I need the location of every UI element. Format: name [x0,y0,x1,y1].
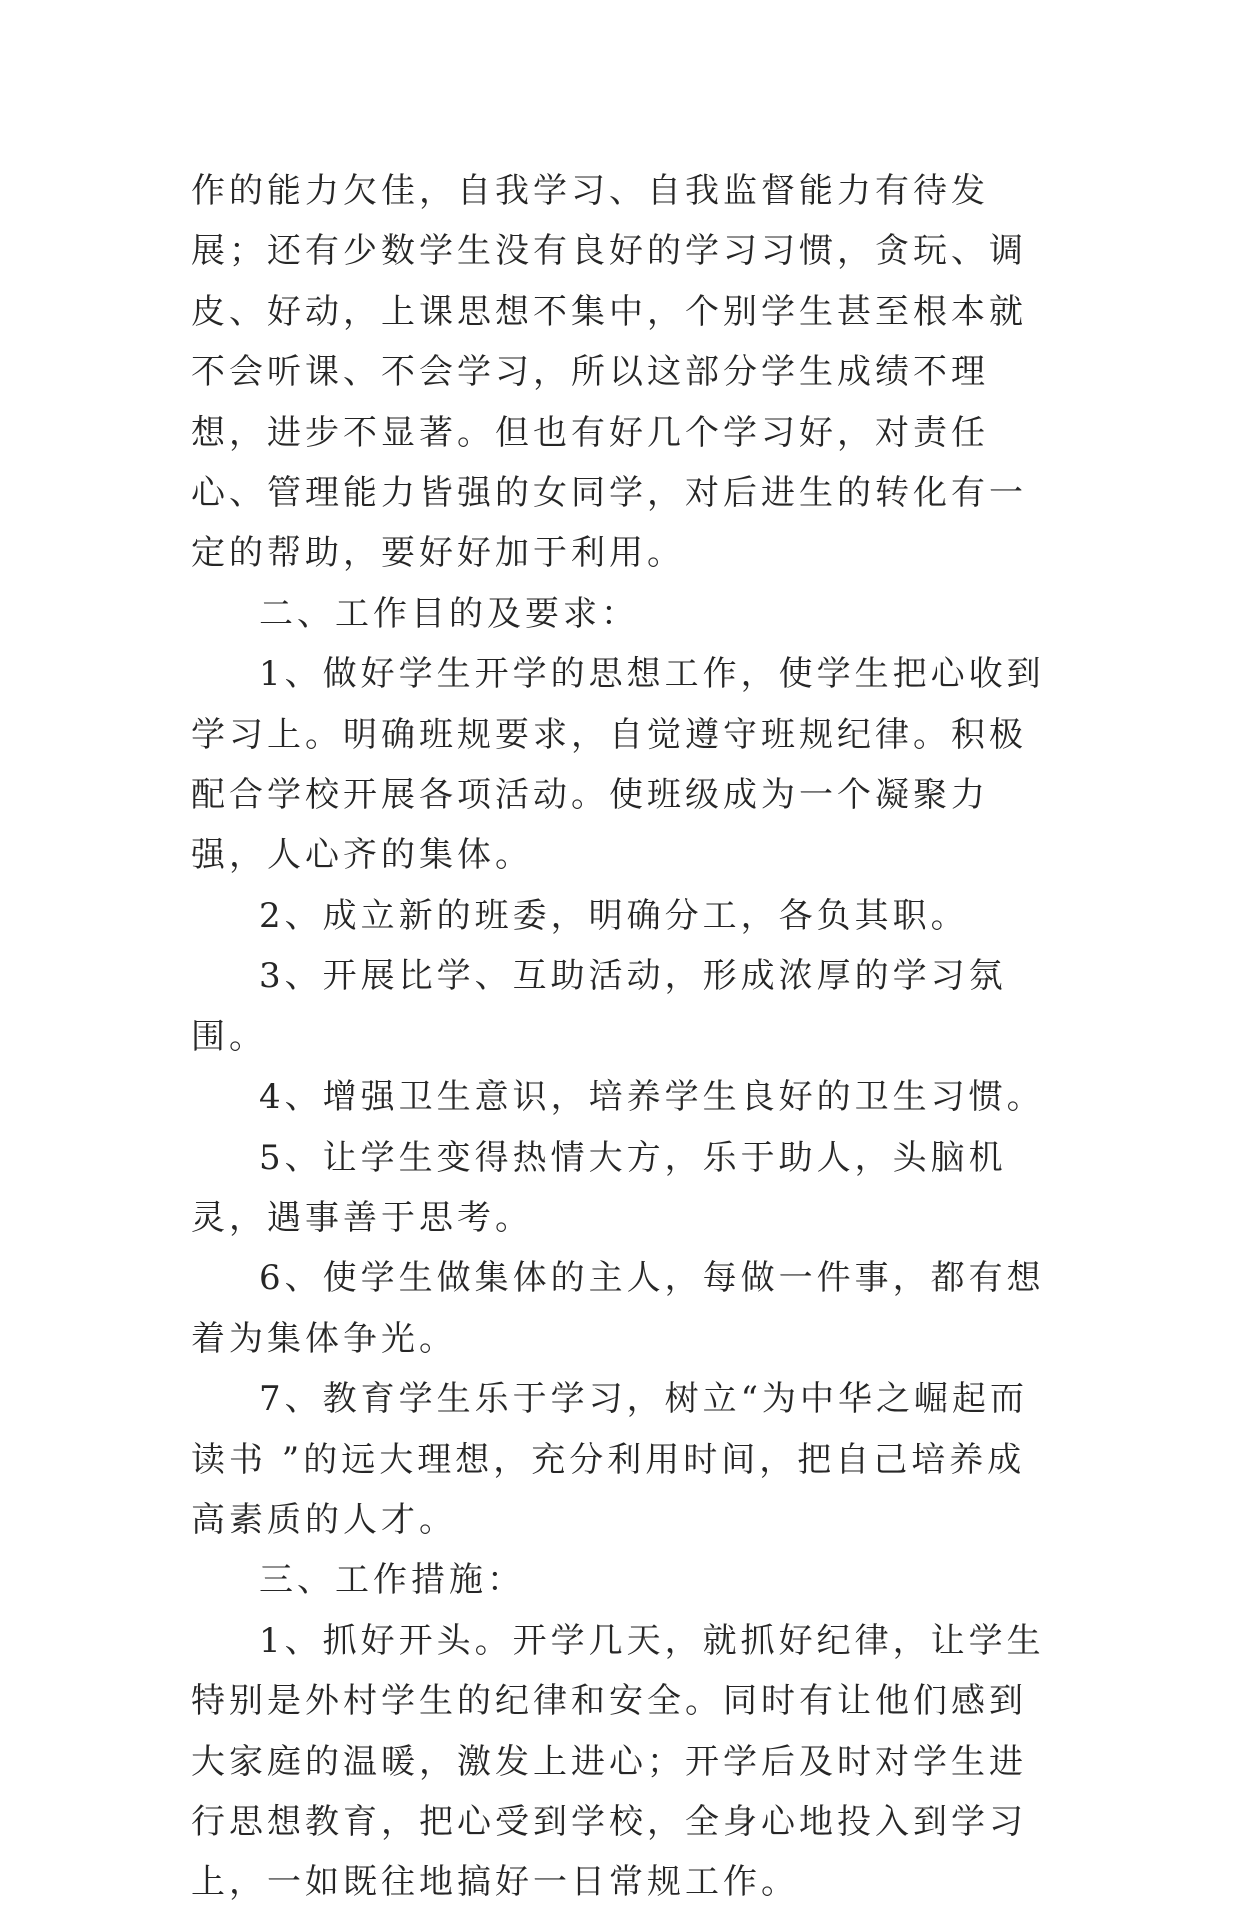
document-body [191,161,1051,1913]
goal-item-1: 1、做好学生开学的思想工作，使学生把心收到学习上。明确班规要求，自觉遵守班规纪律。积极配合学校开展各项活动。使班级成为一个凝聚力强，人心齐的集体。 [191,654,1045,876]
goal-item-7: 7、教育学生乐于学习，树立“为中华之崛起而读书 ”的远大理想，充分利用时间，把自己培养成高素质的人才。 [191,1379,1029,1540]
section-heading-goals: 二、工作目的及要求： [259,593,639,634]
goal-item-5: 5、让学生变得热情大方，乐于助人，头脑机灵，遇事善于思考。 [191,1137,1007,1238]
goal-item-6: 6、使学生做集体的主人，每做一件事，都有想着为集体争光。 [191,1258,1045,1359]
paragraph-continued: 作的能力欠佳，自我学习、自我监督能力有待发展；还有少数学生没有良好的学习习惯，贪玩、调皮、好动，上课思想不集中，个别学生甚至根本就不会听课、不会学习，所以这部分学生成绩不理想，进步不显著。但也有好几个学习好，对责任心、管理能力皆强的女同学，对后进生的转化有一定的帮助，要好好加于利用。 [191,171,1027,574]
goal-item-3: 3、开展比学、互助活动，形成浓厚的学习氛围。 [191,956,1007,1057]
goal-item-2: 2、成立新的班委，明确分工，各负其职。 [259,895,969,936]
measure-item-1: 1、抓好开头。开学几天，就抓好纪律，让学生特别是外村学生的纪律和安全。同时有让他们感到大家庭的温暖，激发上进心；开学后及时对学生进行思想教育，把心受到学校，全身心地投入到学习上，一如既往地搞好一日常规工作。 [191,1620,1045,1903]
goal-item-4: 4、增强卫生意识，培养学生良好的卫生习惯。 [259,1077,1045,1118]
section-heading-measures: 三、工作措施： [259,1560,525,1601]
